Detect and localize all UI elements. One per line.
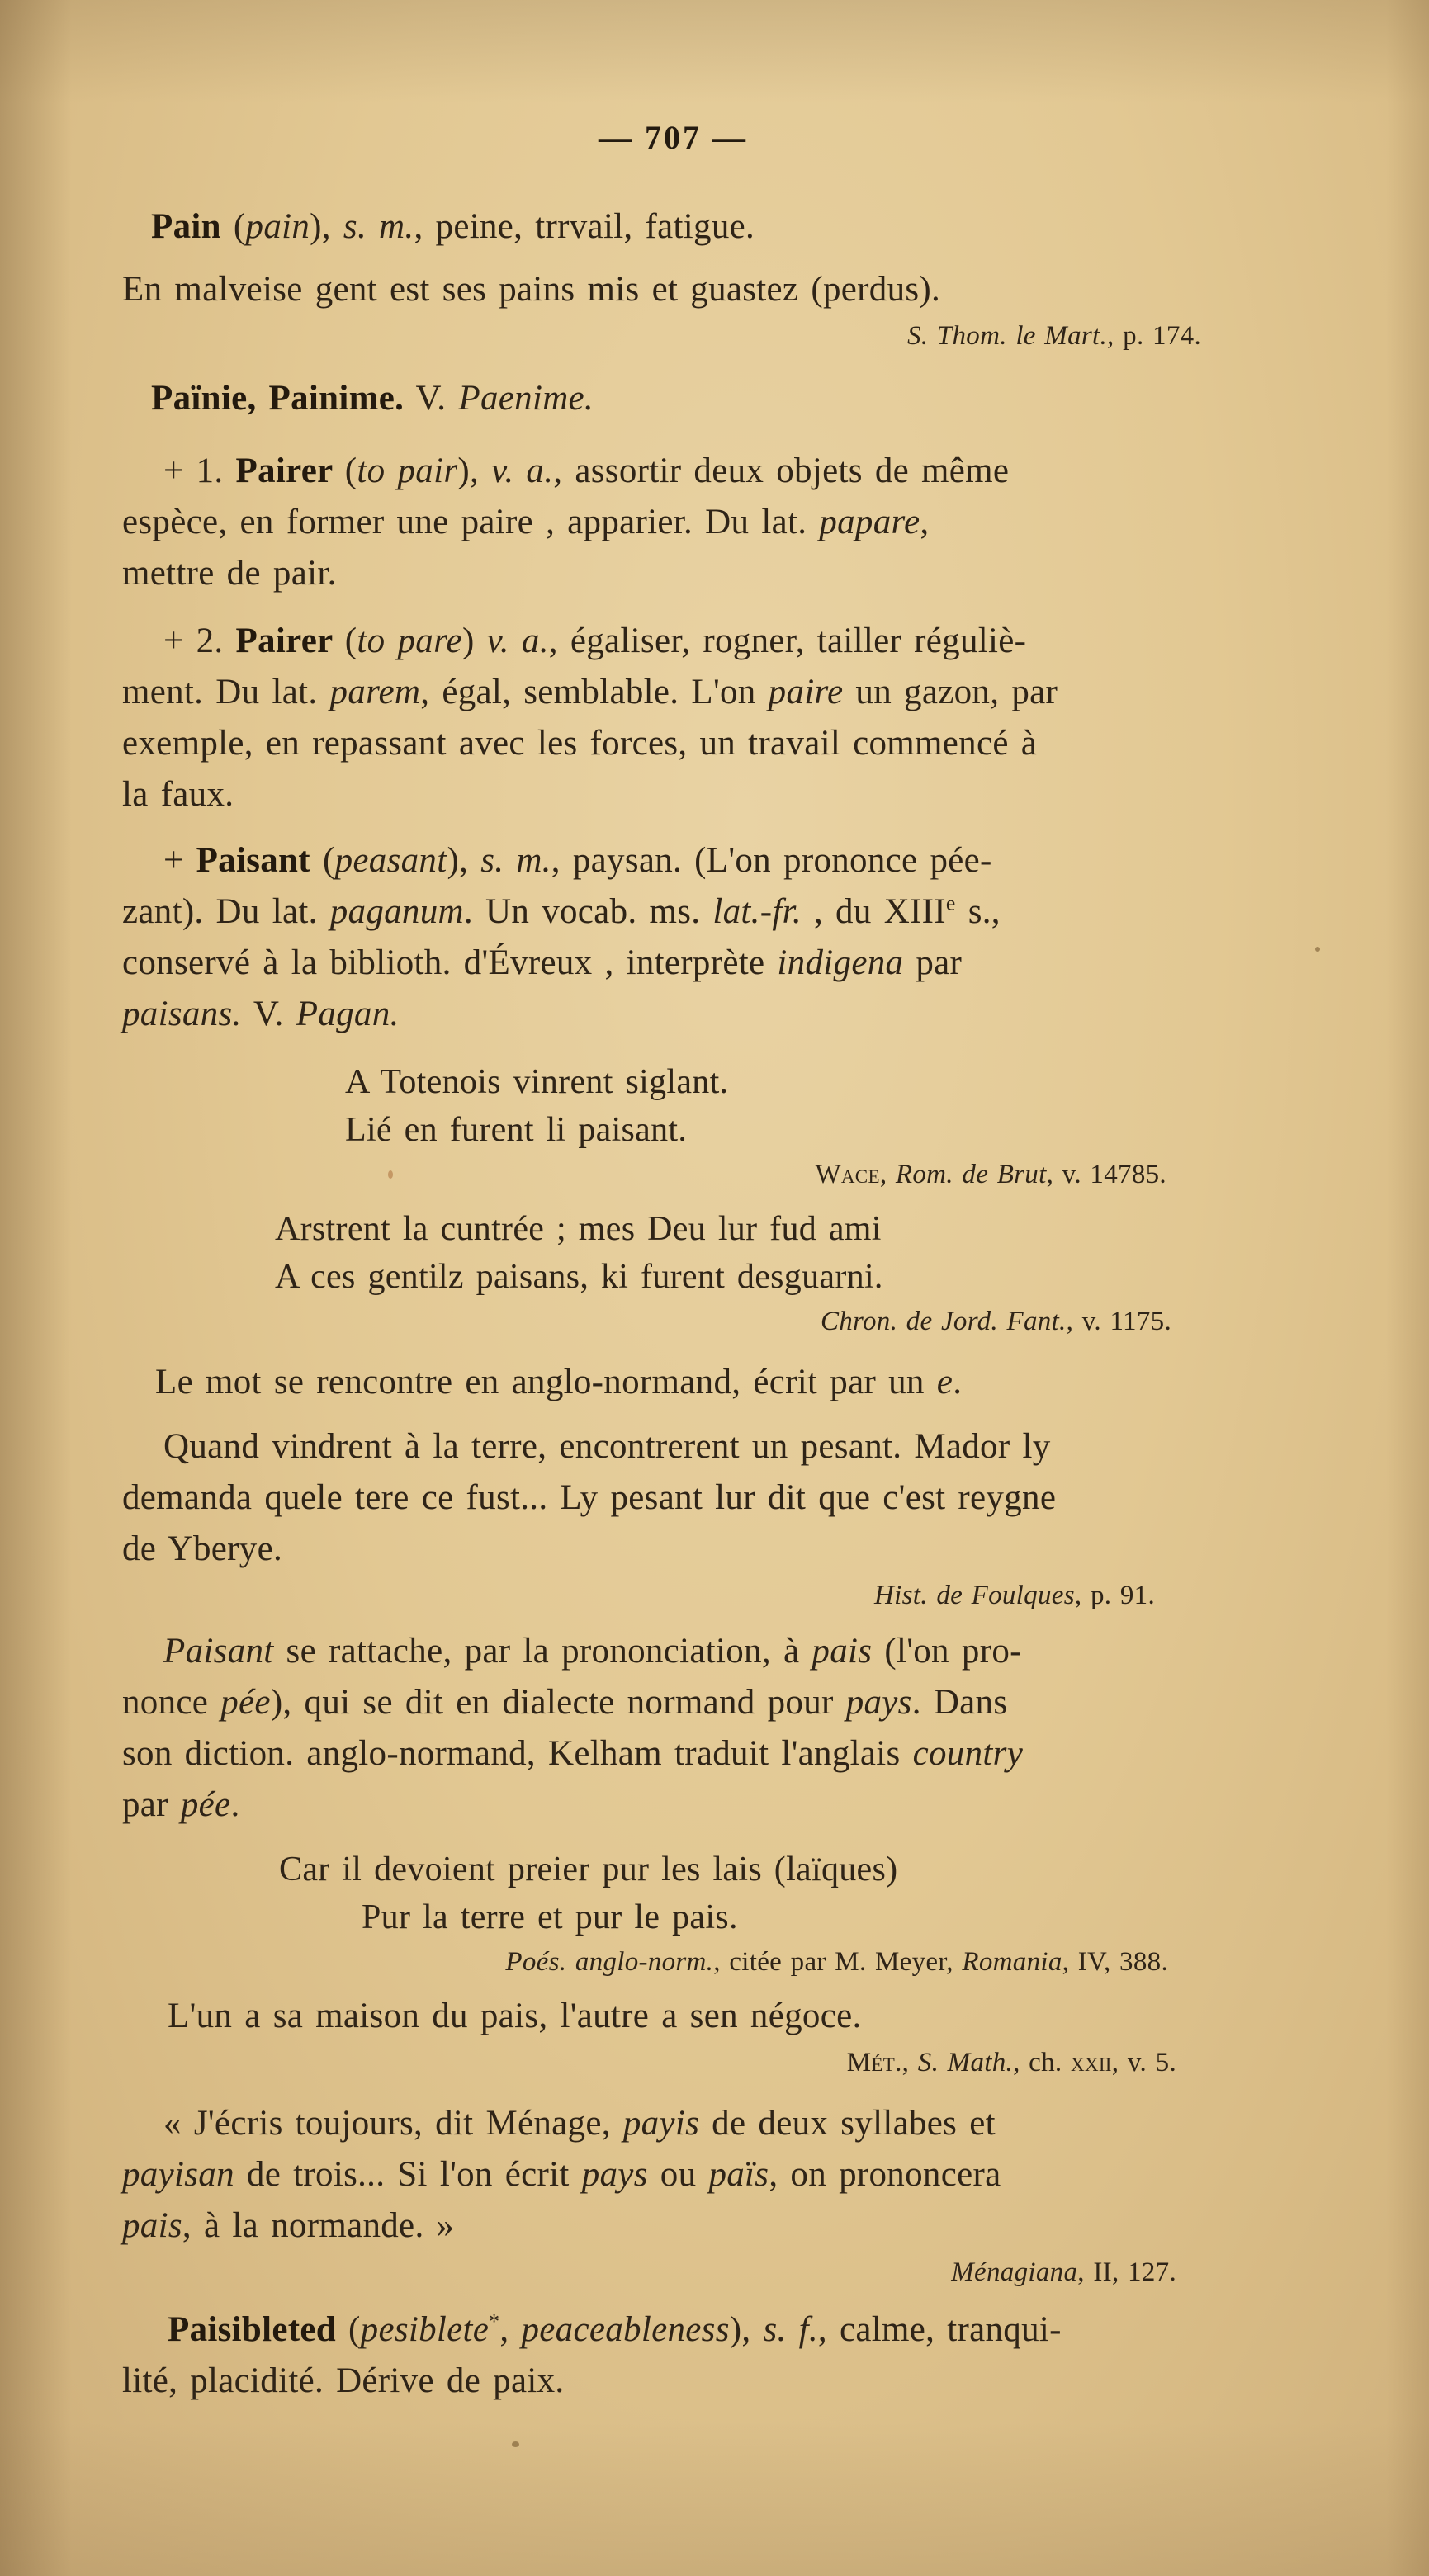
text-segment: demanda quele tere ce fust... Ly pesant lur dit que c'est reygne <box>122 1478 1057 1517</box>
text-segment: ), qui se dit en dialecte normand pour <box>270 1683 846 1722</box>
text-segment: (l'on pro- <box>872 1632 1022 1671</box>
verse-line <box>122 1205 1224 1253</box>
text-segment: , à la normande. » <box>182 2206 455 2245</box>
para-lun-maison <box>122 1991 1224 2042</box>
verse-car-il <box>122 1846 1224 1941</box>
citation-line <box>122 1302 1171 1340</box>
text-segment: s., <box>955 892 1001 931</box>
text-line <box>122 667 1224 718</box>
para-jecris <box>122 2098 1224 2252</box>
text-segment: de Yberye. <box>122 1529 283 1568</box>
verse-line <box>122 1253 1224 1301</box>
text-line <box>122 718 1224 769</box>
text-segment: , calme, tranqui- <box>817 2310 1062 2349</box>
text-segment: se rattache, par la prononciation, à <box>273 1632 812 1671</box>
text-segment: conservé à la biblioth. d'Évreux , interprète <box>122 943 778 982</box>
text-segment: , égaliser, rogner, tailler réguliè- <box>548 622 1027 660</box>
text-segment: S. Thom. le Mart. <box>906 321 1108 351</box>
text-segment: e <box>936 1363 953 1401</box>
text-segment: Quand vindrent à la terre, encontrerent un pesant. Mador ly <box>163 1427 1051 1466</box>
text-segment: . Dans <box>911 1683 1008 1722</box>
text-segment: Paenime. <box>458 379 594 418</box>
entry-paisant <box>122 835 1224 1040</box>
text-segment: , v. 1175. <box>1066 1307 1171 1336</box>
text-segment: ( <box>348 2310 361 2349</box>
entry-paisibleted <box>122 2304 1224 2407</box>
text-segment: A Totenois vinrent siglant. <box>345 1063 729 1101</box>
entry-pairer-1 <box>122 446 1224 599</box>
text-line <box>122 616 1224 667</box>
text-segment: s. m. <box>343 207 414 246</box>
text-line <box>122 548 1224 599</box>
text-segment: espèce, en former une paire , apparier. Du lat. <box>122 503 820 541</box>
text-segment: Le mot se rencontre en anglo-normand, écrit par un <box>155 1363 937 1401</box>
text-segment: , <box>499 2310 522 2349</box>
text-segment: Rom. de Brut <box>895 1160 1047 1189</box>
text-segment: un gazon, par <box>843 673 1058 711</box>
text-segment: country <box>912 1734 1024 1773</box>
text-segment: , ch. <box>1013 2048 1072 2077</box>
text-segment: ), <box>457 451 492 490</box>
citation-wace <box>122 1156 1224 1193</box>
text-segment: Pain <box>151 207 234 246</box>
para-quand-vindrent <box>122 1421 1224 1575</box>
text-segment: la faux. <box>122 775 234 814</box>
text-segment: , IV, 388. <box>1062 1947 1168 1977</box>
text-segment: , on prononcera <box>769 2155 1001 2194</box>
text-line <box>122 446 1224 497</box>
text-line <box>122 835 1224 886</box>
text-segment: + 1. <box>163 451 236 490</box>
text-segment: , v. 5. <box>1111 2048 1176 2077</box>
text-segment: Romania <box>962 1947 1062 1977</box>
text-line <box>122 886 1224 938</box>
text-segment: , II, 127. <box>1077 2257 1176 2287</box>
text-segment: s. f. <box>763 2310 818 2349</box>
text-line <box>122 989 1224 1040</box>
citation-line <box>122 317 1201 355</box>
text-segment: En malveise gent est ses pains mis et guastez (perdus). <box>122 270 941 309</box>
citation-chron <box>122 1302 1224 1340</box>
text-segment: ) <box>461 622 487 660</box>
text-segment: A ces gentilz paisans, ki furent desguarni. <box>275 1258 883 1296</box>
text-segment: , <box>920 503 930 541</box>
text-segment: ( <box>322 841 335 880</box>
text-segment: , du XIII <box>801 892 946 931</box>
text-segment: payis <box>622 2104 700 2143</box>
text-segment: . <box>230 1785 240 1824</box>
quote-en-malveise <box>122 264 1224 315</box>
text-segment: Pairer <box>235 451 345 490</box>
entry-pain <box>122 201 1224 253</box>
text-segment: ( <box>344 622 357 660</box>
text-segment: ment. Du lat. <box>122 673 330 711</box>
text-segment: to pair <box>357 451 458 490</box>
text-segment: son diction. anglo-normand, Kelham traduit l'anglais <box>122 1734 913 1773</box>
text-line <box>122 2356 1224 2407</box>
text-line <box>122 1626 1224 1677</box>
text-segment: pays <box>581 2155 648 2194</box>
verse-totenois <box>122 1058 1224 1154</box>
text-segment: Pairer <box>235 622 345 660</box>
text-segment: lité, placidité. Dérive de paix. <box>122 2361 565 2400</box>
citation-line <box>122 1156 1166 1193</box>
text-segment: , p. 91. <box>1074 1581 1155 1610</box>
text-line <box>122 1421 1224 1472</box>
text-segment: pays <box>845 1683 912 1722</box>
text-segment: . <box>953 1363 963 1401</box>
text-segment: mettre de pair. <box>122 554 337 593</box>
citation-line <box>122 1943 1168 1981</box>
text-segment: Paisibleted <box>168 2310 349 2349</box>
text-segment: , peine, trrvail, fatigue. <box>414 207 755 246</box>
text-line <box>122 1780 1224 1831</box>
entry-pairer-2 <box>122 616 1224 820</box>
text-segment: e <box>945 891 956 915</box>
text-segment: paisans. <box>122 995 242 1033</box>
text-segment: pais <box>812 1632 873 1671</box>
text-segment: , égal, semblable. L'on <box>420 673 769 711</box>
text-line <box>122 264 1224 315</box>
text-segment: , p. 174. <box>1107 321 1201 351</box>
text-segment: pée <box>220 1683 271 1722</box>
text-segment: ( <box>233 207 246 246</box>
text-segment: v. a. <box>491 451 554 490</box>
text-segment: de trois... Si l'on écrit <box>234 2155 582 2194</box>
text-segment: ), <box>729 2310 764 2349</box>
text-segment: xxii <box>1071 2048 1112 2077</box>
text-segment: , assortir deux objets de même <box>553 451 1010 490</box>
text-segment: exemple, en repassant avec les forces, un travail commencé à <box>122 724 1038 763</box>
text-segment: indigena <box>777 943 904 982</box>
text-segment: S. Math. <box>917 2048 1014 2077</box>
text-segment: Paisant <box>196 841 323 880</box>
text-line <box>122 1472 1224 1524</box>
text-segment: Ménagiana <box>951 2257 1078 2287</box>
text-segment: + 2. <box>163 622 236 660</box>
para-paisant-rattache <box>122 1626 1224 1831</box>
text-segment: papare <box>819 503 920 541</box>
text-line <box>122 2200 1224 2252</box>
citation-menagiana <box>122 2253 1224 2291</box>
page-content <box>122 117 1224 2407</box>
text-segment: par <box>903 943 963 982</box>
text-segment: , v. 14785. <box>1046 1160 1166 1189</box>
citation-line <box>122 2044 1176 2082</box>
text-segment: Mét. <box>846 2048 902 2077</box>
text-segment: Chron. de Jord. Fant. <box>820 1307 1067 1336</box>
page-number: — 707 — <box>599 119 748 156</box>
citation-met <box>122 2044 1224 2082</box>
text-segment: v. a. <box>486 622 549 660</box>
text-line <box>122 373 1224 424</box>
text-segment: * <box>489 2309 500 2333</box>
citation-s-thom <box>122 317 1224 355</box>
text-segment: + <box>163 841 196 880</box>
verse-line <box>122 1106 1224 1154</box>
text-line <box>122 2304 1224 2356</box>
text-segment: L'un a sa maison du pais, l'autre a sen négoce. <box>168 1997 862 2035</box>
text-segment: peaceableness <box>521 2310 730 2349</box>
text-segment: s. m. <box>480 841 551 880</box>
verse-line <box>122 1846 1224 1893</box>
text-segment: to pare <box>357 622 462 660</box>
text-segment: payisan <box>122 2155 234 2194</box>
text-segment: Poés. anglo-norm. <box>505 1947 714 1977</box>
verse-line <box>122 1893 1224 1941</box>
text-segment: ou <box>647 2155 709 2194</box>
text-segment: lat.-fr. <box>712 892 802 931</box>
text-segment: « J'écris toujours, dit Ménage, <box>163 2104 623 2143</box>
citation-line <box>122 2253 1176 2291</box>
text-segment: , <box>879 1160 896 1189</box>
text-segment: Païnie, Painime. <box>151 379 405 418</box>
text-line <box>122 1991 1224 2042</box>
text-line <box>122 1728 1224 1780</box>
paper-speck <box>512 2441 519 2447</box>
text-segment: pesiblete <box>360 2310 490 2349</box>
text-line <box>122 1677 1224 1728</box>
verse-line <box>122 1058 1224 1106</box>
text-line <box>122 1524 1224 1575</box>
text-segment: de deux syllabes et <box>699 2104 996 2143</box>
text-segment: ( <box>344 451 357 490</box>
text-segment: peasant <box>334 841 447 880</box>
para-le-mot <box>122 1357 1224 1408</box>
text-line <box>122 769 1224 820</box>
text-segment: paganum <box>329 892 464 931</box>
text-segment: Hist. de Foulques <box>874 1581 1075 1610</box>
text-segment: pée <box>180 1785 231 1824</box>
citation-line <box>122 1576 1155 1614</box>
text-segment: païs <box>708 2155 769 2194</box>
text-segment: pain <box>245 207 310 246</box>
text-segment: , paysan. (L'on prononce pée- <box>551 841 992 880</box>
text-segment: , citée par M. Meyer, <box>713 1947 963 1977</box>
text-segment: Pagan. <box>296 995 400 1033</box>
text-segment: par <box>122 1785 181 1824</box>
text-line <box>122 497 1224 548</box>
text-segment: ), <box>310 207 343 246</box>
text-segment: V. <box>404 379 459 418</box>
text-segment: nonce <box>122 1683 221 1722</box>
text-line <box>122 1357 1224 1408</box>
text-segment: Paisant <box>163 1632 274 1671</box>
text-line <box>122 2098 1224 2149</box>
text-segment: pais <box>122 2206 182 2245</box>
citation-poes <box>122 1943 1224 1981</box>
entry-painie <box>122 373 1224 424</box>
text-segment: Lié en furent li paisant. <box>345 1111 688 1149</box>
text-segment: Arstrent la cuntrée ; mes Deu lur fud ami <box>275 1210 882 1248</box>
text-segment: zant). Du lat. <box>122 892 330 931</box>
text-line <box>122 938 1224 989</box>
verse-arstrent <box>122 1205 1224 1301</box>
text-segment: Pur la terre et pur le pais. <box>362 1898 738 1936</box>
text-segment: Wace <box>815 1160 880 1189</box>
text-segment: parem <box>329 673 421 711</box>
citation-hist-foulques <box>122 1576 1224 1614</box>
text-segment: paire <box>768 673 844 711</box>
paper-speck <box>1315 947 1320 952</box>
text-line <box>122 2149 1224 2200</box>
text-line <box>122 201 1224 253</box>
text-segment: ), <box>447 841 481 880</box>
text-segment: . Un vocab. ms. <box>463 892 713 931</box>
text-segment: Car il devoient preier pur les lais (laïques) <box>279 1850 898 1888</box>
text-segment: , <box>901 2048 918 2077</box>
text-segment: V. <box>241 995 296 1033</box>
